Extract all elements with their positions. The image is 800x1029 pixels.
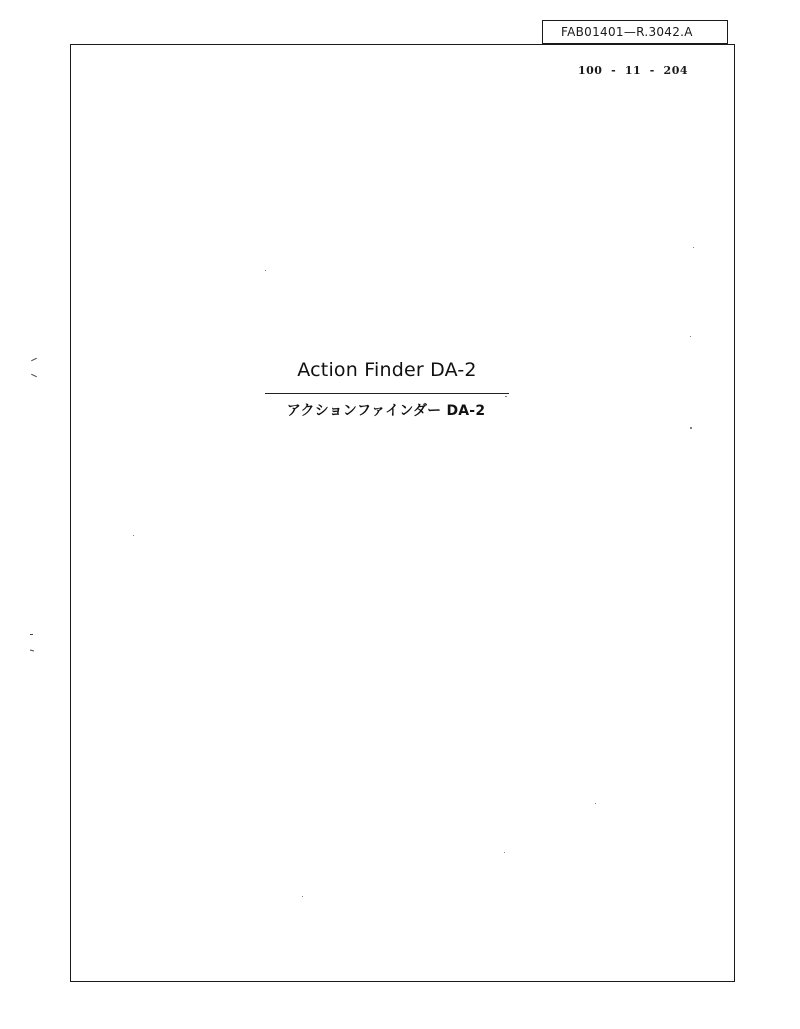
scan-speck (133, 535, 134, 536)
scan-speck (505, 396, 507, 397)
scan-speck (693, 247, 694, 248)
scan-speck (690, 427, 692, 429)
margin-mark (30, 649, 34, 651)
margin-mark (31, 374, 37, 377)
scan-speck (504, 852, 505, 853)
title-divider (265, 393, 509, 394)
margin-mark (30, 634, 33, 635)
title-english: Action Finder DA-2 (297, 359, 477, 381)
page-number: 100 - 11 - 204 (578, 64, 688, 77)
scan-speck (690, 336, 691, 337)
document-id-text: FAB01401—R.3042.A (561, 25, 693, 39)
scan-speck (265, 270, 266, 271)
margin-mark (31, 358, 37, 361)
title-japanese: アクションファインダー DA-2 (286, 403, 486, 419)
scan-speck (302, 896, 303, 897)
scan-speck (595, 803, 596, 804)
page-frame (70, 44, 735, 982)
document-id-label (542, 20, 728, 44)
